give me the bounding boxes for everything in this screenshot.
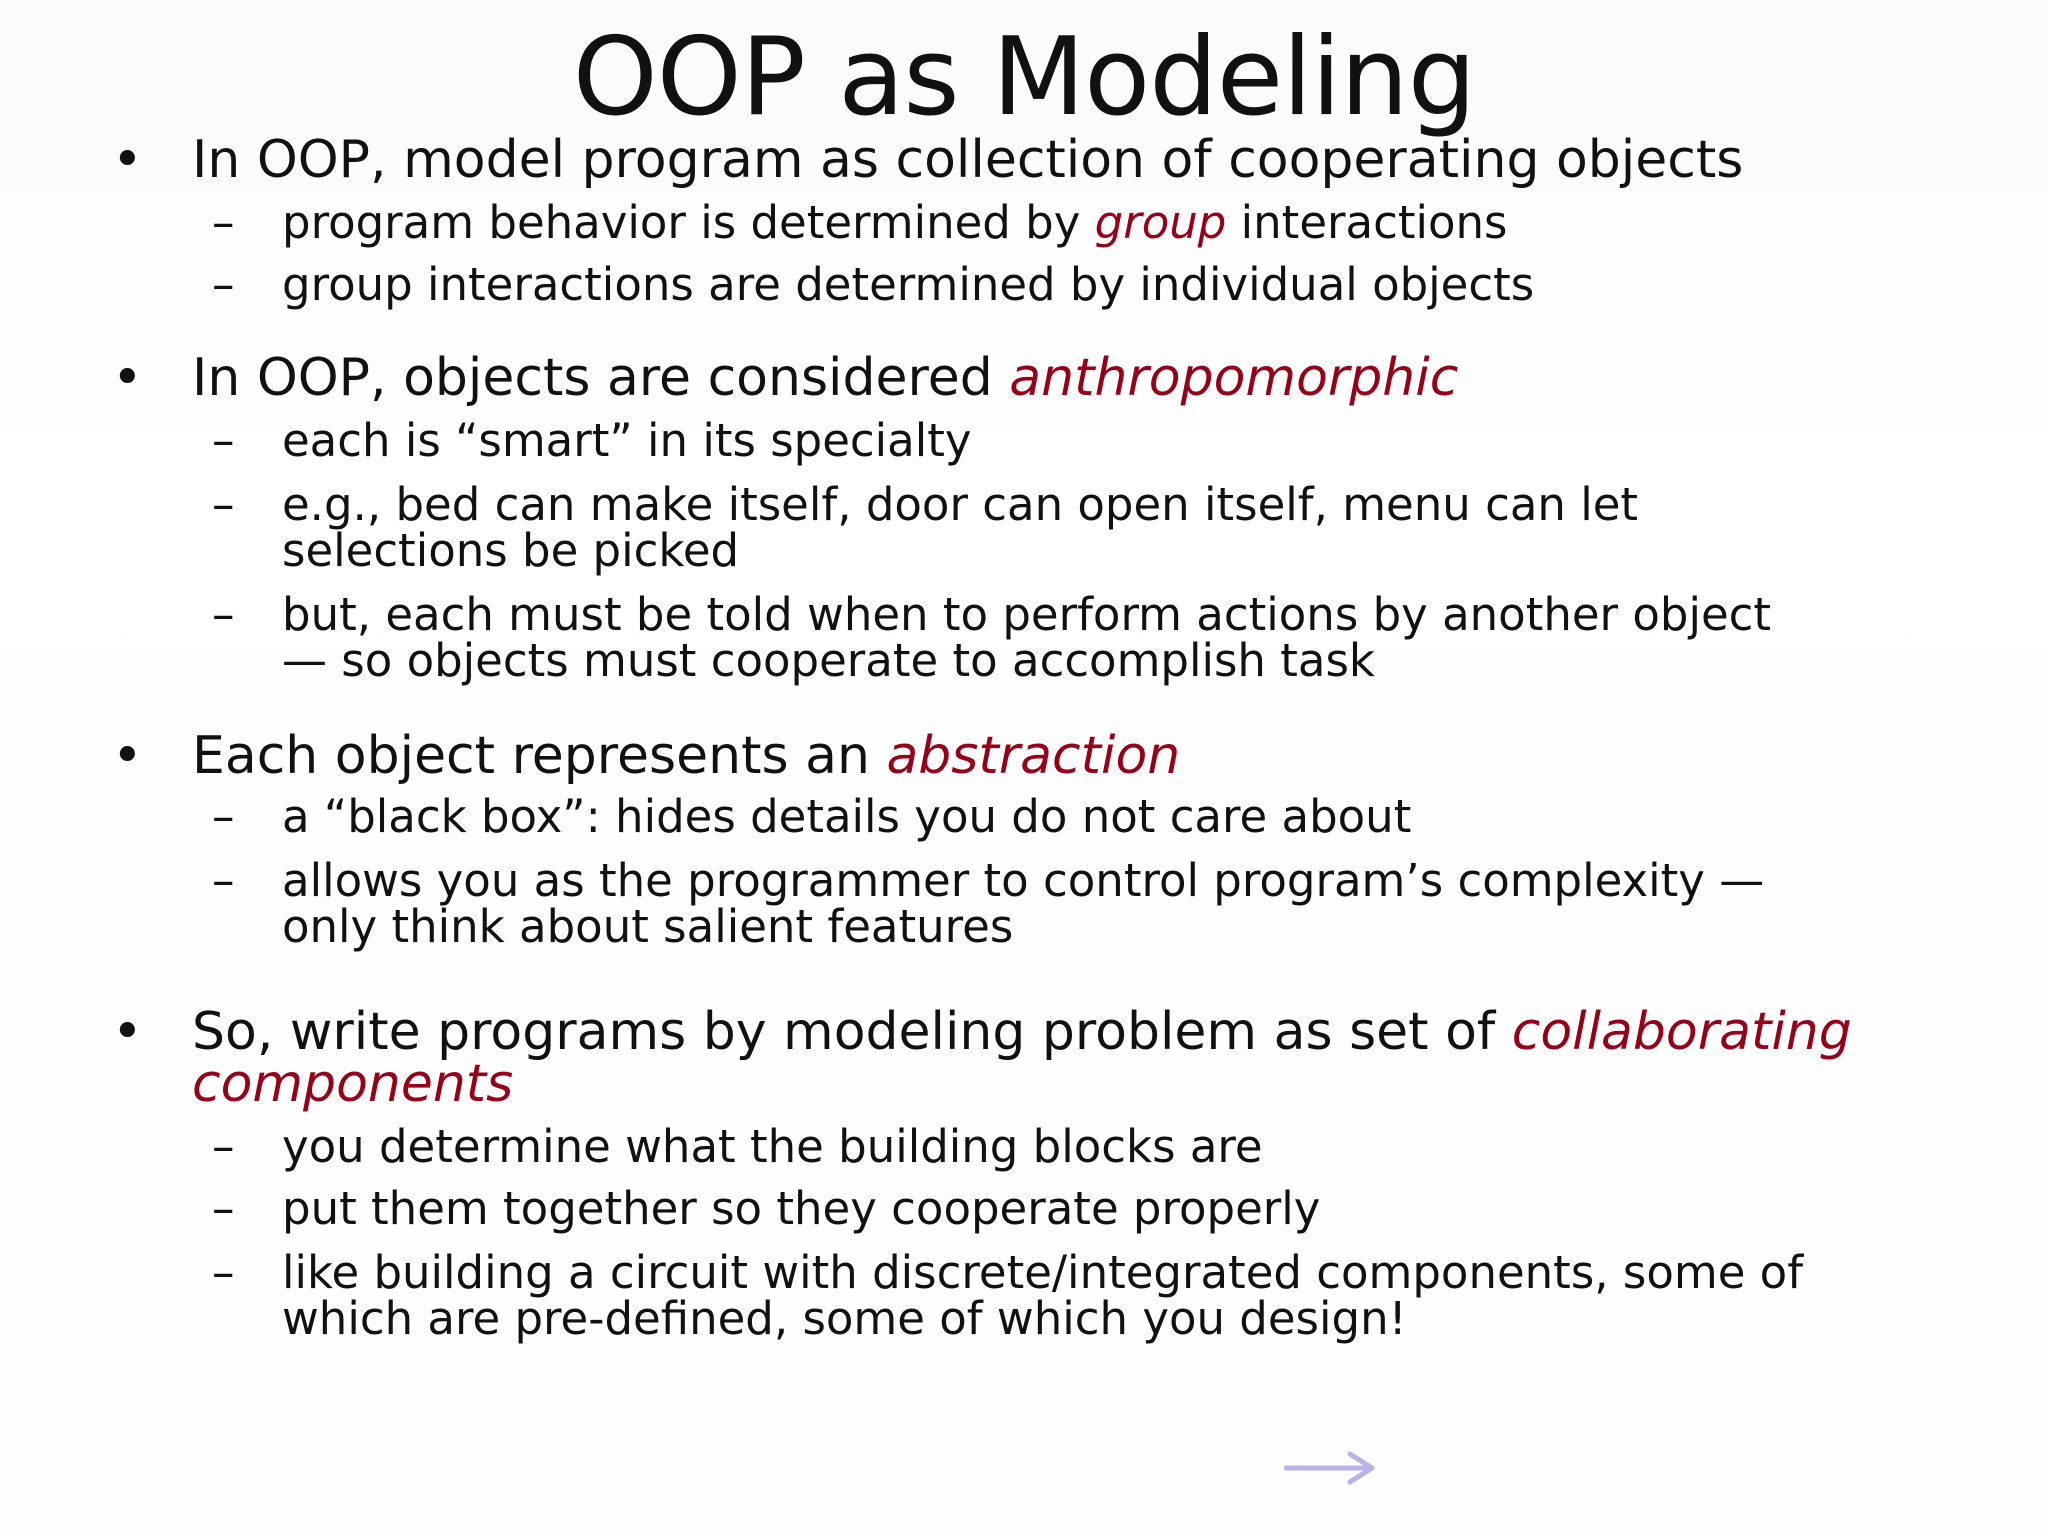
bullet-1-text: In OOP, model program as collection of cooperating objects — [192, 130, 1744, 190]
bullet-4-sub-3-line-2: which are pre-defined, some of which you design! — [282, 1292, 1407, 1345]
bullet-4-sub-2-mark: – — [212, 1182, 235, 1235]
bullet-4-sub-1-mark: – — [212, 1120, 235, 1173]
bullet-3-sub-2-line-2: only think about salient features — [282, 900, 1014, 953]
bullet-3-sub-2-mark: – — [212, 854, 235, 907]
bullet-2-sub-1-mark: – — [212, 414, 235, 467]
bullet-4-sub-3-line-1: like building a circuit with discrete/integrated components, some of — [282, 1246, 1804, 1299]
bullet-3-emphasis: abstraction — [886, 726, 1181, 786]
bullet-2-text — [192, 350, 1458, 406]
bullet-2-sub-3-line-1: but, each must be told when to perform actions by another object — [282, 588, 1772, 641]
slide-title: OOP as Modeling — [572, 15, 1476, 140]
bullet-1-sub-2-mark: – — [212, 258, 235, 311]
bullet-2-emphasis: anthropomorphic — [1009, 348, 1459, 408]
bullet-1-sub-2: group interactions are determined by individual objects — [282, 258, 1535, 311]
bullet-2-mark: • — [112, 348, 143, 408]
bullet-3-mark: • — [112, 726, 143, 786]
bullet-4-emphasis-2: components — [192, 1054, 514, 1114]
bullet-2-sub-2-mark: – — [212, 478, 235, 531]
bullet-1-mark: • — [112, 130, 143, 190]
bullet-3-sub-1: a “black box”: hides details you do not care about — [282, 790, 1412, 843]
bullet-4-mark: • — [112, 1002, 143, 1062]
bullet-3-text — [192, 728, 1180, 784]
bullet-3-text-a: Each object represents an — [192, 726, 887, 786]
bullet-3-sub-2-line-1: allows you as the programmer to control program’s complexity — — [282, 854, 1765, 907]
bullet-4-emphasis-1: collaborating — [1511, 1002, 1852, 1062]
bullet-3-sub-1-mark: – — [212, 790, 235, 843]
bullet-4-sub-3-mark: – — [212, 1246, 235, 1299]
bullet-2-sub-2-line-1: e.g., bed can make itself, door can open itself, menu can let — [282, 478, 1639, 531]
bullet-4-sub-1: you determine what the building blocks are — [282, 1120, 1263, 1173]
bullet-2-sub-2-line-2: selections be picked — [282, 524, 740, 577]
bullet-4-text-a: So, write programs by modeling problem as set of — [192, 1002, 1512, 1062]
bullet-1-sub-1-emphasis: group — [1094, 196, 1227, 249]
bullet-2-sub-3-mark: – — [212, 588, 235, 641]
bullet-1-sub-1-text-a: program behavior is determined by — [282, 196, 1095, 249]
bullet-1-sub-1 — [282, 198, 1507, 248]
right-arrow-icon[interactable] — [1284, 1440, 1380, 1496]
bullet-4-line-1 — [192, 1004, 1852, 1060]
bullet-2-sub-3-line-2: — so objects must cooperate to accomplish task — [282, 634, 1375, 687]
bullet-4-sub-2: put them together so they cooperate properly — [282, 1182, 1321, 1235]
bullet-1-sub-1-text-b: interactions — [1226, 196, 1508, 249]
bullet-1-sub-1-mark: – — [212, 196, 235, 249]
bullet-2-text-a: In OOP, objects are considered — [192, 348, 1010, 408]
bullet-2-sub-1: each is “smart” in its specialty — [282, 414, 972, 467]
